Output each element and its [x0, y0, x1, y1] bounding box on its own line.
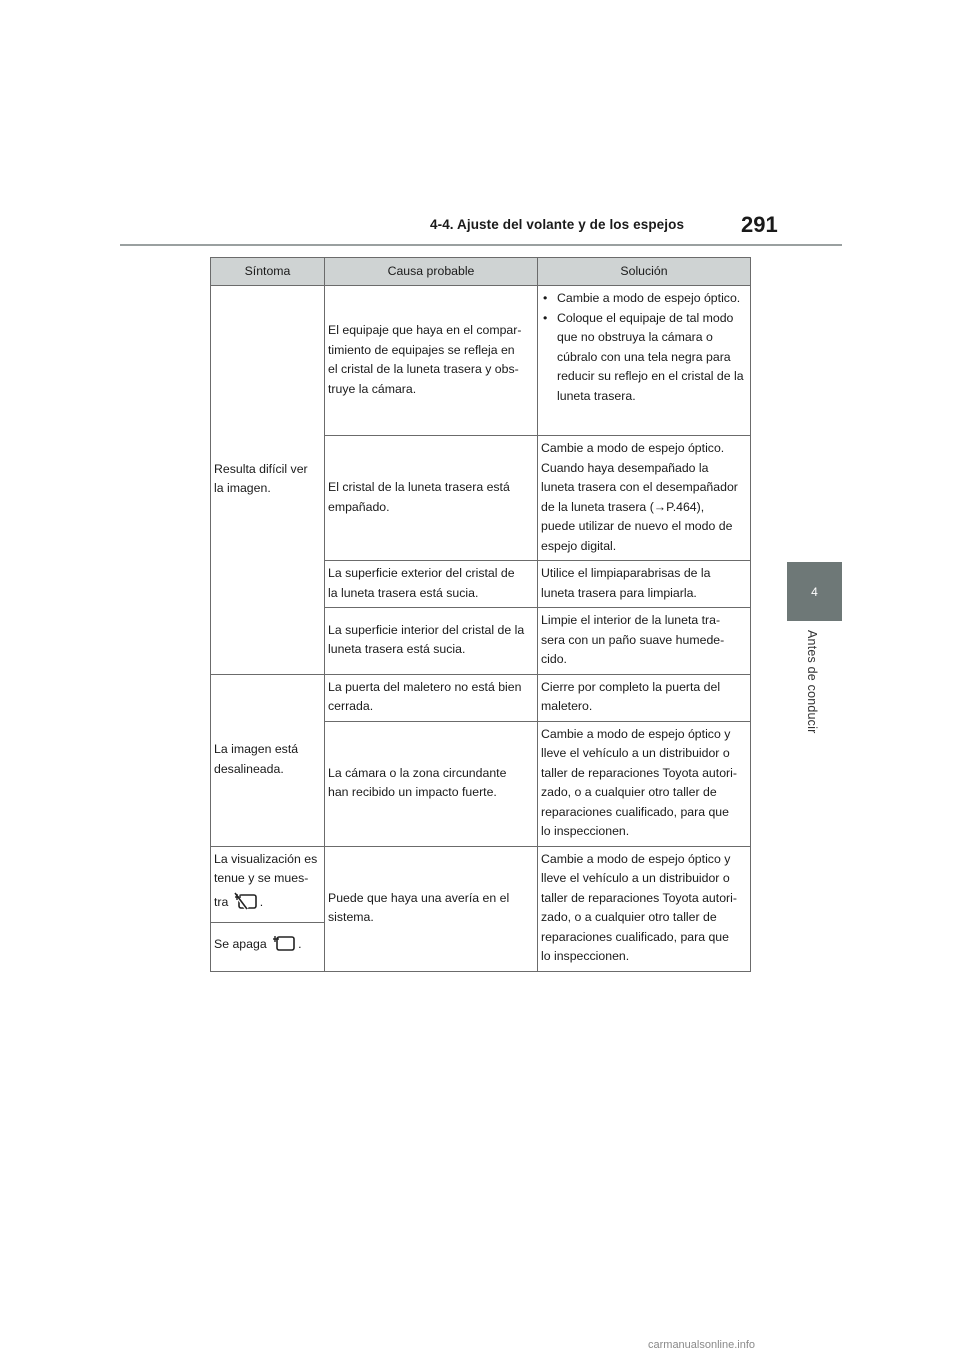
- solution-line: lleve el vehículo a un distribuidor o: [541, 746, 730, 760]
- solution-line: taller de reparaciones Toyota autori-: [541, 890, 737, 905]
- solution-bullet-list: [541, 289, 747, 406]
- symptom-cell: [211, 846, 325, 923]
- header-divider: [120, 244, 842, 246]
- symptom-cell: [211, 923, 325, 971]
- symptom-line: Resulta difícil ver: [214, 461, 308, 476]
- solution-cell: [538, 561, 751, 608]
- chapter-tab: [787, 562, 842, 621]
- symptom-text: tra: [214, 894, 229, 909]
- cause-cell: [325, 721, 538, 846]
- cause-line: timiento de equipajes se refleja en: [328, 342, 515, 357]
- cause-line: La superficie exterior del cristal de: [328, 566, 515, 580]
- table-row: [211, 846, 751, 923]
- solution-line: puede utilizar de nuevo el modo de: [541, 519, 733, 533]
- solution-line: reparaciones cualificado, para que: [541, 804, 729, 819]
- symptom-line: La imagen está: [214, 742, 299, 756]
- symptom-line: La visualización es: [214, 851, 318, 866]
- solution-line: luneta trasera para limpiarla.: [541, 585, 697, 600]
- cause-line: La puerta del maletero no está bien: [328, 679, 522, 694]
- solution-line: espejo digital.: [541, 538, 617, 553]
- column-header: Síntoma: [211, 258, 325, 286]
- solution-line: taller de reparaciones Toyota autori-: [541, 765, 737, 780]
- cause-line: El cristal de la luneta trasera está: [328, 480, 510, 494]
- cause-line: luneta trasera está sucia.: [328, 642, 466, 657]
- cause-line: el cristal de la luneta trasera y obs-: [328, 362, 519, 376]
- solution-cell: [538, 721, 751, 846]
- solution-cell: [538, 608, 751, 675]
- symptom-cell: [211, 286, 325, 675]
- cause-line: la luneta trasera está sucia.: [328, 585, 479, 600]
- solution-cell: [538, 286, 751, 436]
- solution-cell: [538, 436, 751, 561]
- symptom-line: desalineada.: [214, 761, 284, 776]
- solution-line: Cambie a modo de espejo óptico y: [541, 851, 731, 866]
- column-header: Solución: [538, 258, 751, 286]
- cause-line: han recibido un impacto fuerte.: [328, 785, 497, 799]
- solution-line: cido.: [541, 652, 567, 666]
- solution-line: luneta trasera con el desempañador: [541, 480, 738, 494]
- solution-line: maletero.: [541, 699, 593, 713]
- solution-line: lleve el vehículo a un distribuidor o: [541, 871, 730, 885]
- cause-cell: [325, 674, 538, 721]
- cause-cell: [325, 286, 538, 436]
- solution-bullet: • Cambie a modo de espejo óptico.: [541, 289, 747, 309]
- cause-line: cerrada.: [328, 699, 374, 713]
- symptom-cell: [211, 674, 325, 846]
- solution-line: Cierre por completo la puerta del: [541, 679, 721, 694]
- cause-line: sistema.: [328, 910, 374, 924]
- solution-line: lo inspeccionen.: [541, 824, 630, 838]
- symptom-line: la imagen.: [214, 481, 271, 496]
- table-row: [211, 674, 751, 721]
- column-header: Causa probable: [325, 258, 538, 286]
- page-number: 291: [741, 212, 778, 237]
- symptom-text: .: [259, 894, 264, 909]
- chapter-label: Antes de conducir: [805, 630, 819, 734]
- cause-line: La cámara o la zona circundante: [328, 765, 507, 780]
- solution-line: Cuando haya desempañado la: [541, 460, 709, 475]
- solution-line: Utilice el limpiaparabrisas de la: [541, 566, 711, 580]
- solution-line: reparaciones cualificado, para que: [541, 929, 729, 944]
- solution-bullet: • Coloque el equipaje de tal modo que no obstruya la cámara o cúbralo con una tela negra para reducir su reflejo en el cristal de la luneta trasera.: [541, 309, 747, 407]
- solution-line: Limpie el interior de la luneta tra-: [541, 613, 721, 627]
- symptom-line: tenue y se mues-: [214, 871, 309, 885]
- cause-cell: [325, 561, 538, 608]
- solution-line: sera con un paño suave humede-: [541, 632, 725, 647]
- solution-line: lo inspeccionen.: [541, 949, 630, 963]
- cause-line: El equipaje que haya en el compar-: [328, 323, 522, 337]
- table-row: [211, 286, 751, 436]
- solution-line: zado, o a cualquier otro taller de: [541, 785, 717, 799]
- cause-cell: [325, 608, 538, 675]
- symptom-text: .: [298, 937, 302, 952]
- table-header-row: [211, 258, 751, 286]
- chapter-number: 4: [811, 585, 818, 599]
- solution-line: Cambie a modo de espejo óptico y: [541, 726, 731, 741]
- symptom-line: [214, 892, 321, 917]
- solution-line: zado, o a cualquier otro taller de: [541, 910, 717, 924]
- cause-line: Puede que haya una avería en el: [328, 890, 510, 905]
- solution-cell: [538, 846, 751, 971]
- cause-line: empañado.: [328, 499, 390, 514]
- cause-cell: [325, 436, 538, 561]
- mirror-off-icon: [271, 934, 297, 959]
- section-title: 4-4. Ajuste del volante y de los espejos: [430, 217, 685, 232]
- cause-line: La superficie interior del cristal de la: [328, 622, 525, 637]
- solution-cell: [538, 674, 751, 721]
- solution-line: de la luneta trasera (→P.464),: [541, 499, 705, 514]
- cause-cell: [325, 846, 538, 971]
- solution-line: Cambie a modo de espejo óptico.: [541, 441, 725, 455]
- symptom-text: Se apaga: [214, 937, 267, 952]
- watermark: carmanualsonline.info: [648, 1339, 756, 1351]
- mirror-warning-icon: [233, 892, 259, 917]
- troubleshooting-table: [210, 257, 751, 972]
- cause-line: truye la cámara.: [328, 381, 417, 396]
